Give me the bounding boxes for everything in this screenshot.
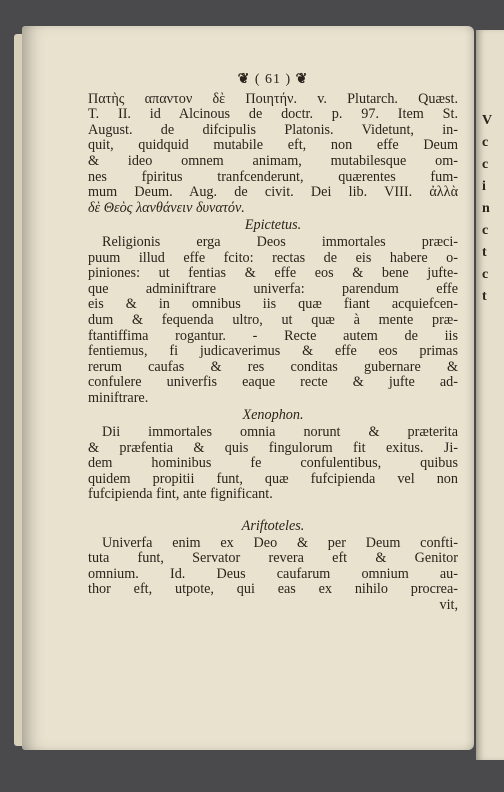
text-line: que adminiftrare univerfa: parendum effe xyxy=(88,280,458,297)
section-continuation xyxy=(88,92,458,217)
text-line: dum & fequenda ultro, ut quæ à mente præ- xyxy=(88,311,458,328)
text-line: August. de difcipulis Platonis. Videtunt, in- xyxy=(88,121,458,138)
text-line: mum Deum. Aug. de civit. Dei lib. VIII. ἀλλὰ xyxy=(88,184,458,201)
text-line: fentiemus, fi judicaverimus & effe eos primas xyxy=(88,343,458,360)
next-page-letter: c xyxy=(482,135,489,150)
text-line: Dii immortales omnia norunt & præterita xyxy=(102,424,458,441)
author-heading-epictetus: Epictetus. xyxy=(244,217,302,234)
author-heading-aristoteles: Ariftoteles. xyxy=(241,518,305,535)
text-line: confulere univerfis eaque recte & jufte ad- xyxy=(88,374,458,391)
next-page-letter: c xyxy=(482,157,489,172)
text-line: quidem propitii funt, quæ fufcipienda vel non xyxy=(88,470,458,487)
text-line: quit, quidquid mutabile eft, non effe Deum xyxy=(88,137,458,154)
text-line: δὲ Θεὸς λανθάνειν δυνατόν. xyxy=(88,199,245,216)
text-line: dem hominibus fe confulentibus, quibus xyxy=(88,455,458,472)
page-header xyxy=(88,72,458,88)
page-text xyxy=(88,72,458,614)
section-aristoteles xyxy=(88,536,458,614)
section-epictetus xyxy=(88,235,458,407)
next-page-letter: t xyxy=(482,245,487,260)
next-page-letter: i xyxy=(482,179,486,194)
catchword: vit, xyxy=(439,597,458,613)
text-line: & ideo omnem animam, mutabilesque om- xyxy=(88,152,458,169)
text-line: thor eft, utpote, qui eas ex nihilo procrea- xyxy=(88,581,458,598)
next-page-letter: c xyxy=(482,223,489,238)
text-line: fufcipienda fint, ante fignificant. xyxy=(88,486,273,503)
fleuron-right-icon: ❦ xyxy=(295,72,309,87)
text-line: Πατὴς απαντον δὲ Ποιητήν. v. Plutarch. Quæst. xyxy=(88,90,458,107)
text-line: tuta funt, Servator revera eft & Genitor xyxy=(88,550,458,567)
text-line: & præfentia & quis fingulorum fit exitus. Ji- xyxy=(88,439,458,456)
next-page-letter: n xyxy=(482,201,490,216)
text-line: rerum caufas & res conditas gubernare & xyxy=(88,358,458,375)
next-page-letter: V xyxy=(482,113,493,128)
text-line: puum illud effe fcito: rectas de eis habere o- xyxy=(88,249,458,266)
text-line: ftantiffima rogantur. - Recte autem de iis xyxy=(88,327,458,344)
fleuron-left-icon: ❦ xyxy=(237,72,251,87)
text-line: Religionis erga Deos immortales præci- xyxy=(102,233,458,250)
text-line: Univerfa enim ex Deo & per Deum confti- xyxy=(102,534,458,551)
text-line: omnium. Id. Deus caufarum omnium au- xyxy=(88,565,458,582)
text-line: eis & in omnibus iis quæ fiant acquiefcen- xyxy=(88,296,458,313)
next-page-letters xyxy=(482,110,492,308)
author-heading-xenophon: Xenophon. xyxy=(242,407,304,424)
page-number: ( 61 ) xyxy=(254,72,292,87)
next-page-letter: c xyxy=(482,267,489,282)
text-line: nes fpiritus tranfcenderunt, quærentes fum- xyxy=(88,168,458,185)
text-line: T. II. id Alcinous de doctr. p. 97. Item St. xyxy=(88,106,458,123)
next-page-letter: t xyxy=(482,289,487,304)
section-xenophon xyxy=(88,425,458,503)
text-line: piniones: ut fentias & effe eos & bene jufte- xyxy=(88,265,458,282)
next-page-fragment xyxy=(476,30,504,760)
text-line: miniftrare. xyxy=(88,389,149,406)
